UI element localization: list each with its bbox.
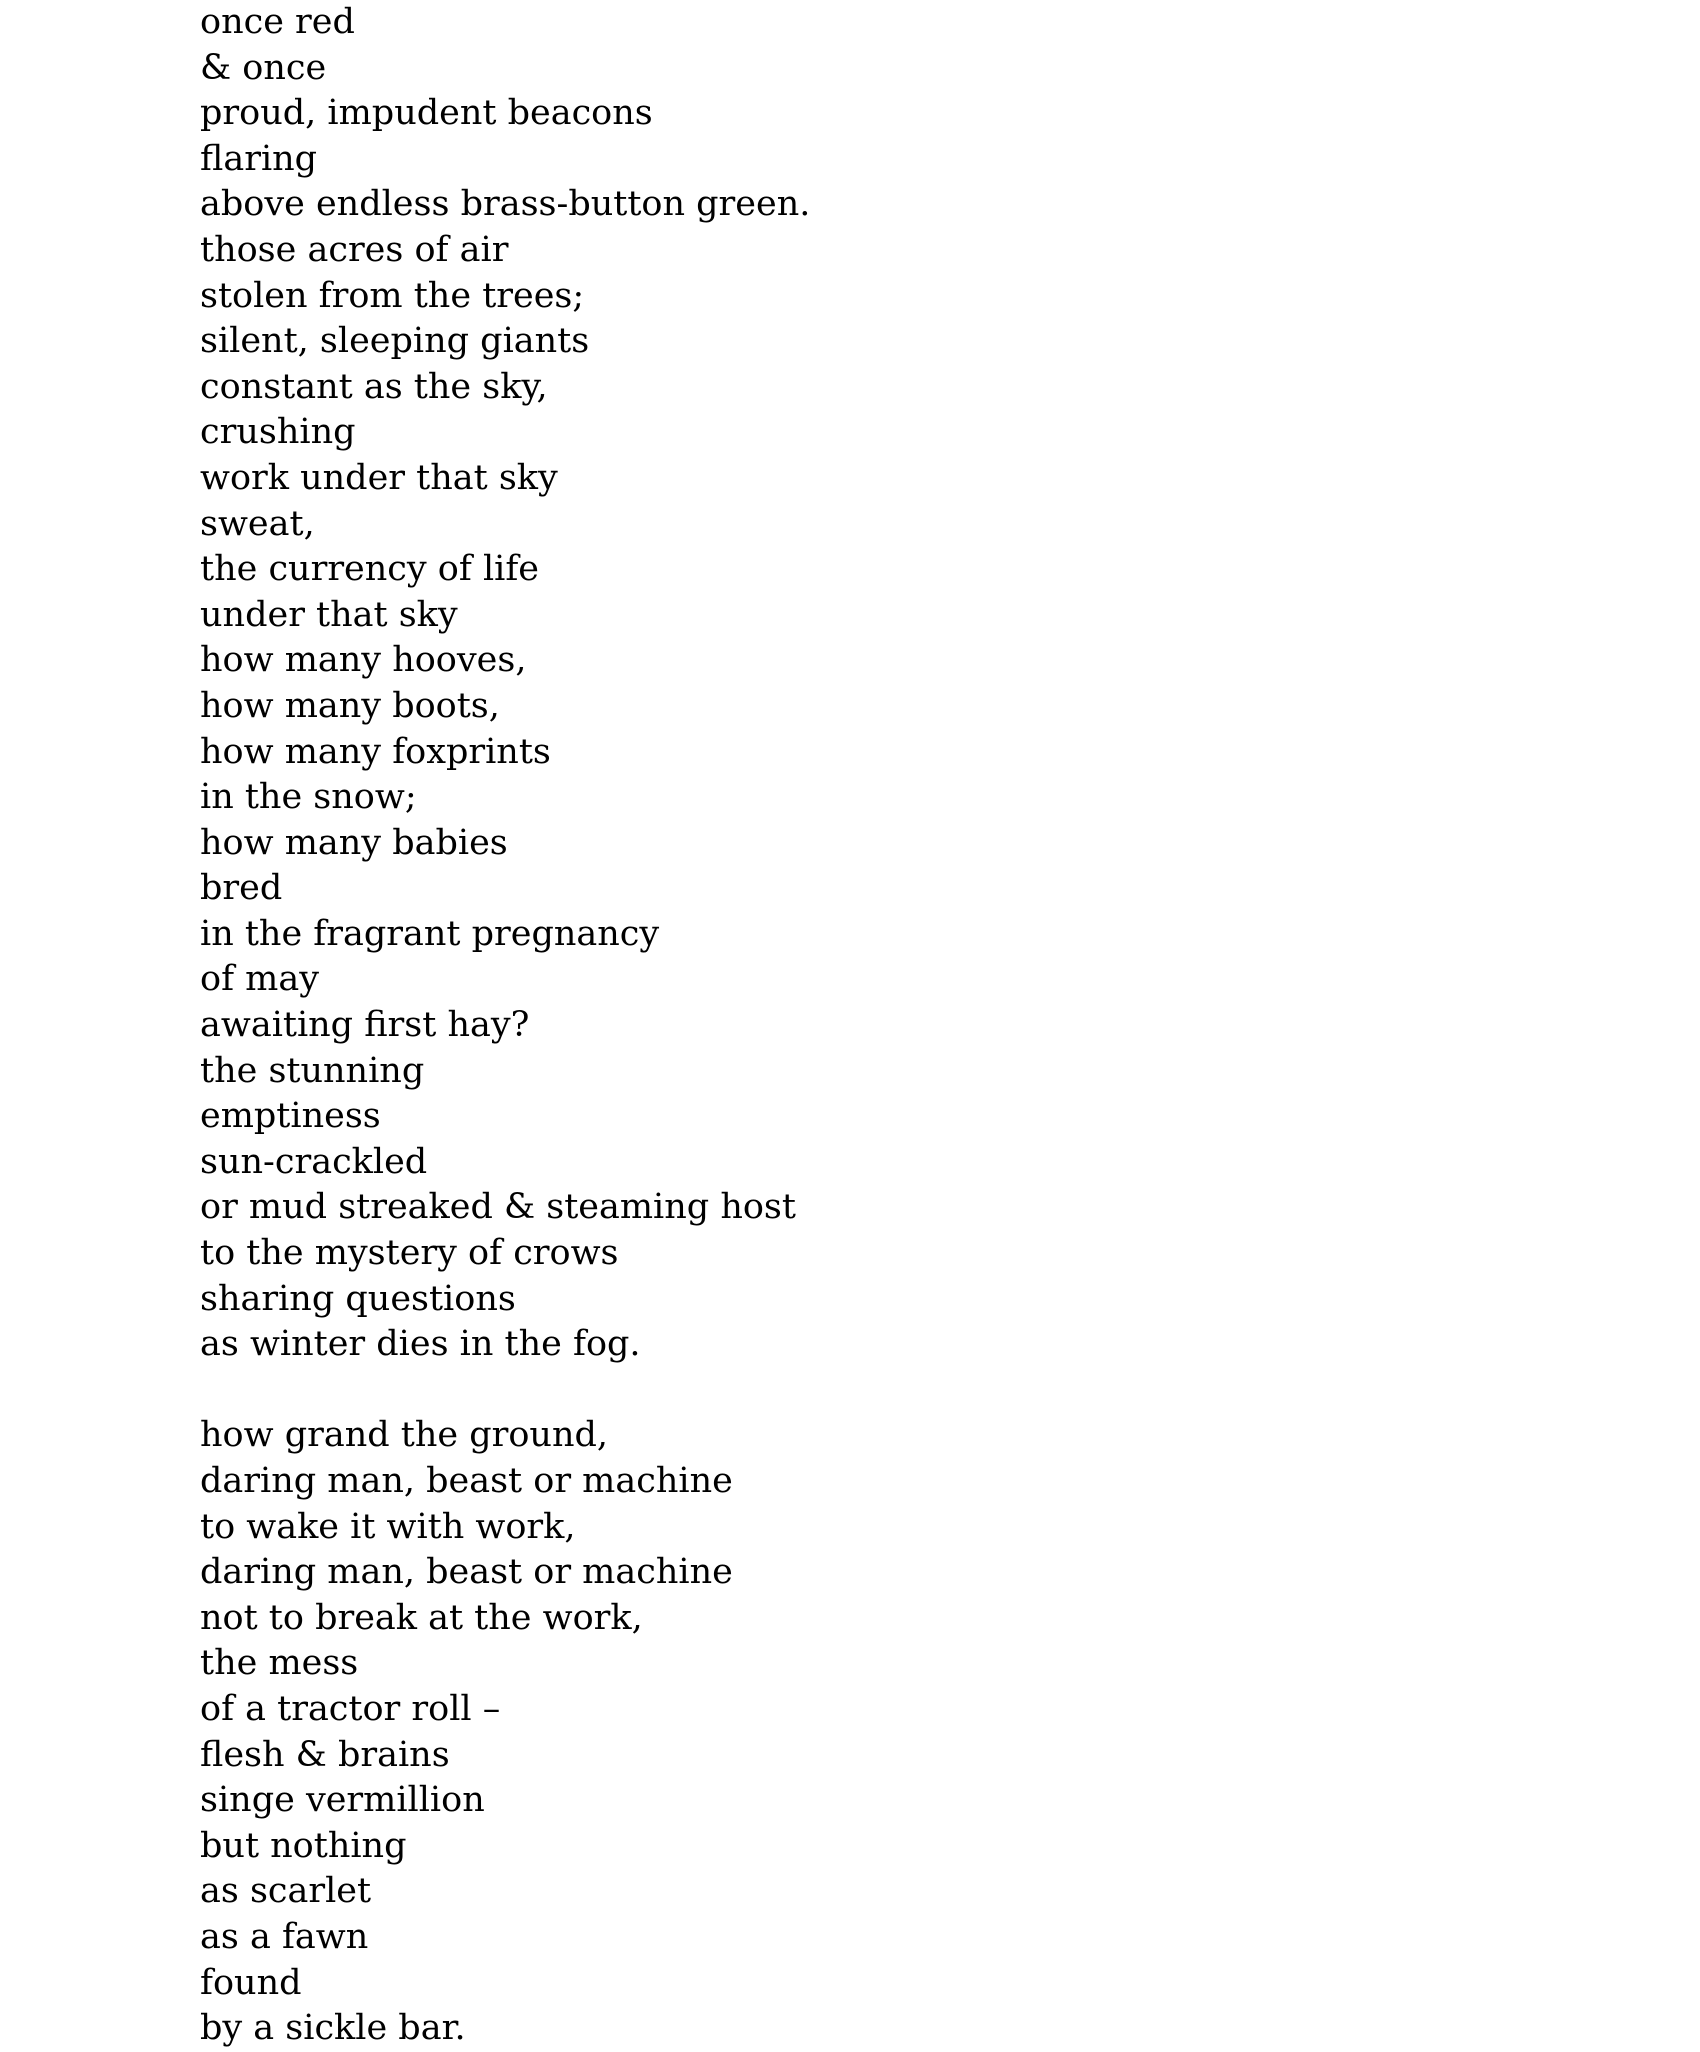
poem-line: the stunning: [200, 1050, 425, 1091]
poem-line: singe vermillion: [200, 1780, 485, 1821]
poem-line: above endless brass-button green.: [200, 184, 811, 225]
poem-line: in the fragrant pregnancy: [200, 913, 660, 954]
stanza-break: [200, 1368, 810, 1414]
poem-line: daring man, beast or machine: [200, 1461, 733, 1501]
poem-body: [200, 0, 810, 2052]
poem-line: the mess: [200, 1643, 359, 1684]
poem-line: those acres of air: [200, 229, 509, 270]
poem-line: of may: [200, 959, 319, 1000]
poem-line: proud, impudent beacons: [200, 93, 653, 134]
poem-line: how many foxprints: [200, 731, 551, 772]
poem-line: sun-crackled: [200, 1141, 428, 1182]
poem-line: to the mystery of crows: [200, 1233, 619, 1274]
poem-line: sweat,: [200, 503, 315, 544]
poem-line: emptiness: [200, 1096, 381, 1137]
poem-line: or mud streaked & steaming host: [200, 1187, 796, 1228]
poem-line: daring man, beast or machine: [200, 1552, 733, 1593]
poem-line: sharing questions: [200, 1278, 516, 1319]
poem-line: as winter dies in the fog.: [200, 1324, 641, 1365]
poem-line: constant as the sky,: [200, 366, 548, 407]
poem-line: but nothing: [200, 1825, 407, 1866]
poem-line: found: [200, 1962, 302, 2003]
poem-line: once red: [200, 2, 355, 42]
poem-line: silent, sleeping giants: [200, 321, 590, 362]
poem-line: flesh & brains: [200, 1734, 450, 1775]
poem-line: how many hooves,: [200, 640, 527, 681]
poem-line: stolen from the trees;: [200, 275, 585, 316]
poem-line: & once: [200, 47, 327, 88]
poem-line: in the snow;: [200, 777, 417, 818]
poem-line: bred: [200, 868, 283, 909]
poem-line: flaring: [200, 138, 318, 179]
stanza-2: [200, 1413, 810, 2051]
poem-line: of a tractor roll –: [200, 1688, 501, 1729]
poem-line: as a fawn: [200, 1916, 369, 1957]
poem-line: the currency of life: [200, 549, 540, 590]
poem-line: under that sky: [200, 594, 458, 635]
poem-line: how many babies: [200, 822, 508, 863]
poem-line: by a sickle bar.: [200, 2008, 466, 2049]
poem-line: awaiting first hay?: [200, 1005, 530, 1046]
stanza-1: [200, 0, 810, 1368]
poem-line: not to break at the work,: [200, 1597, 643, 1638]
poem-line: crushing: [200, 412, 356, 453]
poem-line: work under that sky: [200, 457, 558, 498]
poem-line: how grand the ground,: [200, 1415, 609, 1456]
poem-line: as scarlet: [200, 1871, 372, 1912]
poem-line: how many boots,: [200, 685, 500, 726]
poem-line: to wake it with work,: [200, 1506, 576, 1547]
